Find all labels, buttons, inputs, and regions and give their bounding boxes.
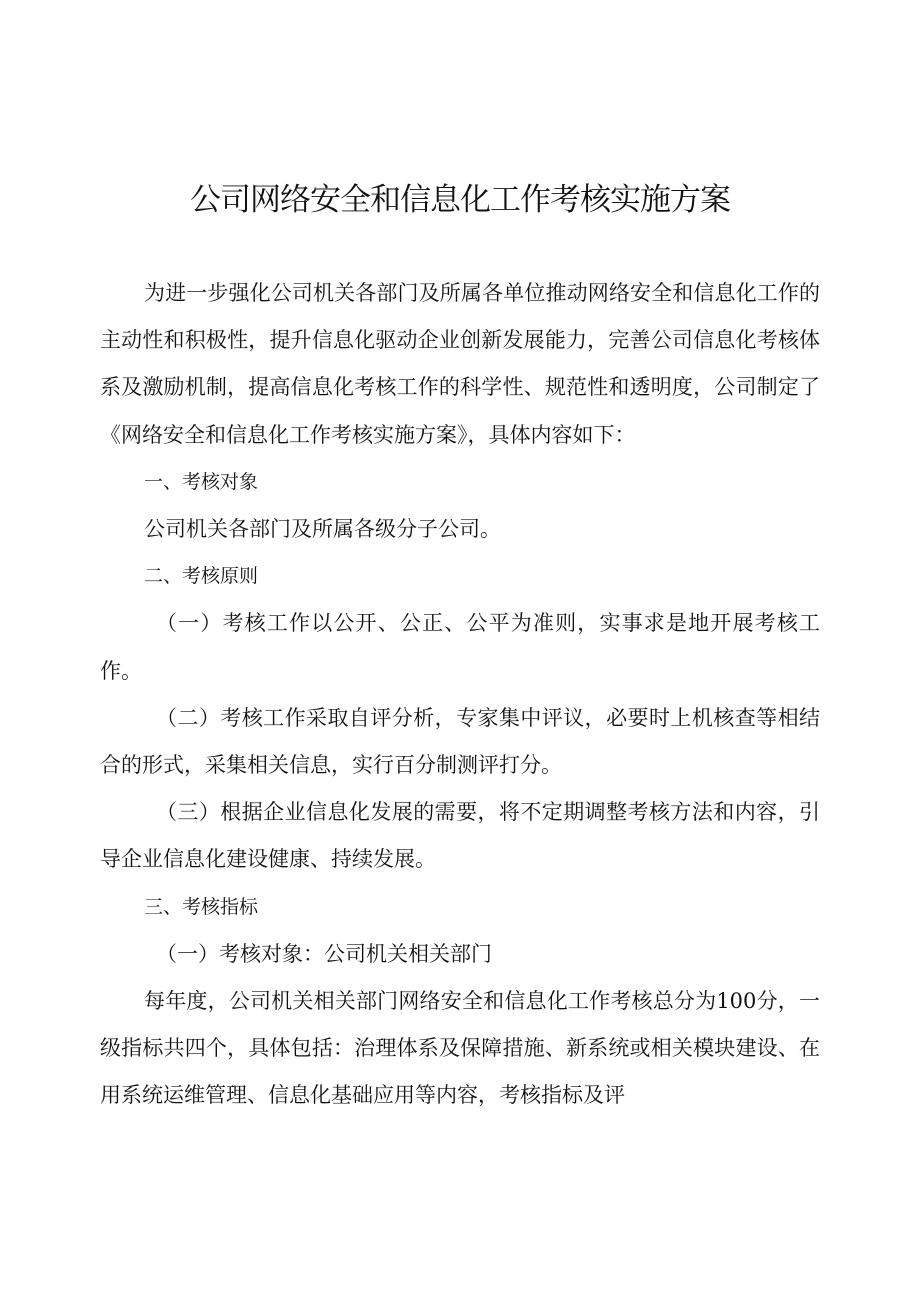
section-3-paragraph-2: 每年度，公司机关相关部门网络安全和信息化工作考核总分为100分，一级指标共四个，具体包括：治理体系及保障措施、新系统或相关模块建设、在用系统运维管理、信息化基础应用等内容，考核指标及评: [100, 989, 820, 1108]
section-heading-3: 三、考核指标: [144, 895, 259, 918]
section-2-paragraph-2: （二）考核工作采取自评分析，专家集中评议，必要时上机核查等相结合的形式，采集相关信息，实行百分制测评打分。: [100, 705, 820, 778]
document-body: [100, 270, 820, 1120]
intro-paragraph: 为进一步强化公司机关各部门及所属各单位推动网络安全和信息化工作的主动性和积极性，提升信息化驱动企业创新发展能力，完善公司信息化考核体系及激励机制，提高信息化考核工作的科学性、规范性和透明度，公司制定了《网络安全和信息化工作考核实施方案》，具体内容如下：: [100, 281, 820, 447]
document-title: 公司网络安全和信息化工作考核实施方案: [190, 182, 730, 218]
section-heading-2: 二、考核原则: [144, 565, 259, 588]
section-1-paragraph-1: 公司机关各部门及所属各级分子公司。: [144, 517, 501, 542]
section-2-paragraph-3: （三）根据企业信息化发展的需要，将不定期调整考核方法和内容，引导企业信息化建设健康、持续发展。: [100, 800, 820, 872]
section-3-paragraph-1: （一）考核对象：公司机关相关部门: [156, 941, 492, 966]
section-heading-1: 一、考核对象: [144, 470, 259, 493]
section-2-paragraph-1: （一）考核工作以公开、公正、公平为准则，实事求是地开展考核工作。: [100, 611, 820, 683]
